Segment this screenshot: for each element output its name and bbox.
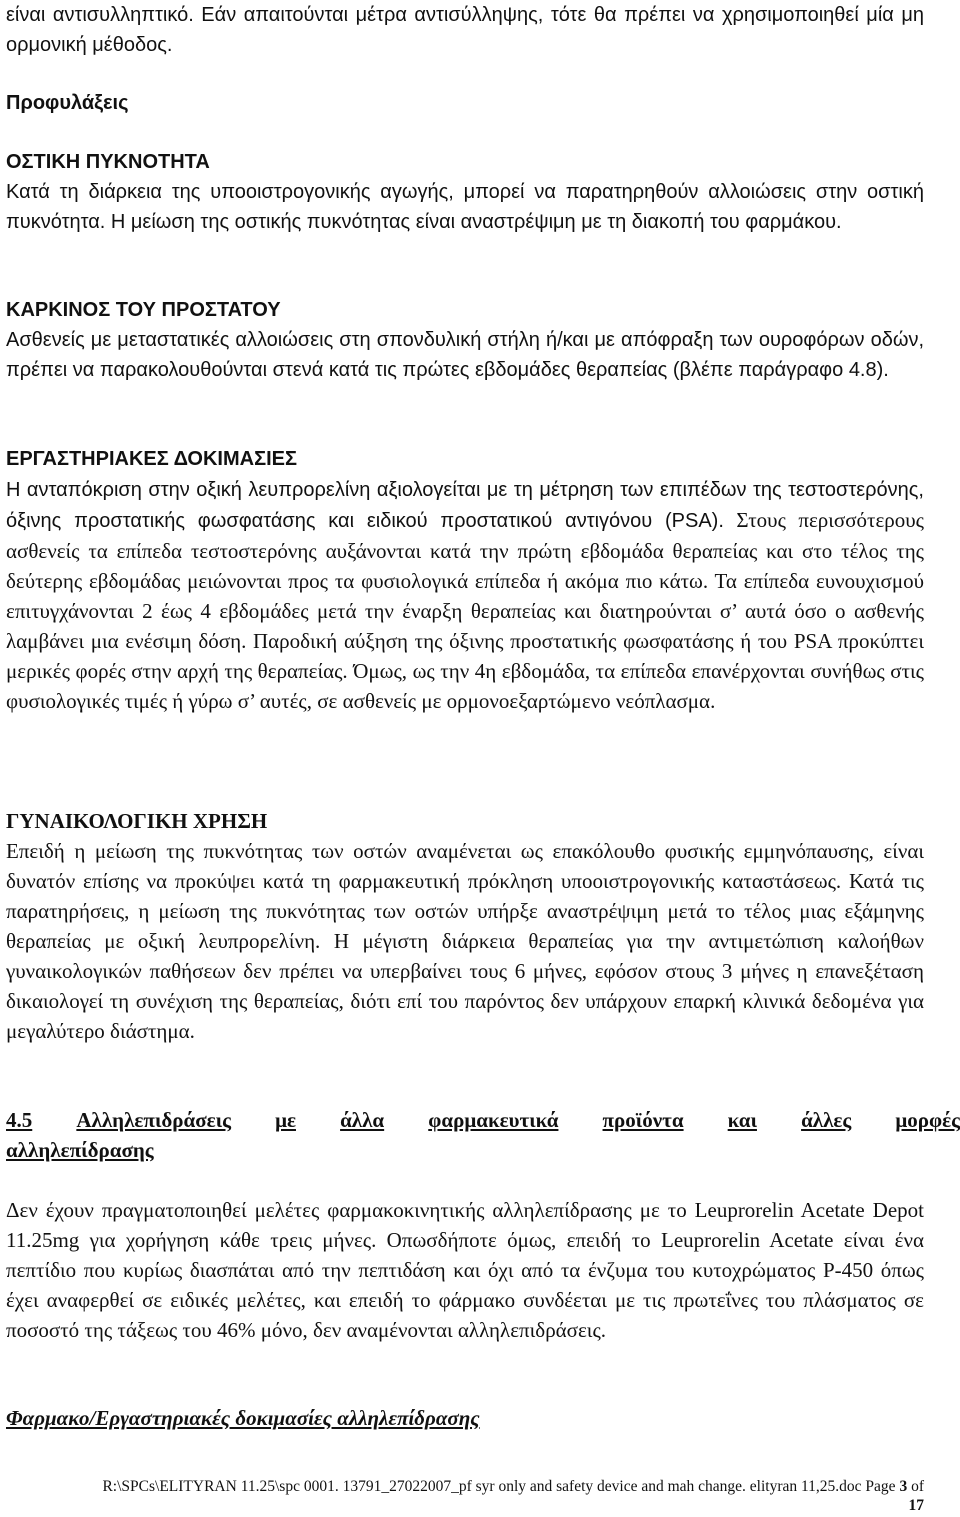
section-4-5-paragraph: Δεν έχουν πραγματοποιηθεί μελέτες φαρμακοκινητικής αλληλεπίδρασης με το Leuprorelin Acetate Depot 11.25mg για χορήγηση κάθε τρεις μήνες. Οπωσδήποτε όμως, επειδή το Leuprorelin Acetate είναι ένα πεπτίδιο που κυρίως διασπάται από την πεπτιδάση και όχι από τα ένζυμα του κυτοχρώματος P-450 όπως έχει αναφερθεί σε ειδικές μελέτες, και επειδή το φάρμακο συνδέεται με τις πρωτεΐνες του πλάσματος σε ποσοστό της τάξεως του 46% μόνο, δεν αναμένονται αλληλεπιδράσεις. bbox=[6, 1198, 924, 1342]
section-4-5-heading-line2 bbox=[6, 1135, 960, 1165]
section-4-5-heading bbox=[6, 1105, 960, 1165]
heading-word: άλλα bbox=[340, 1108, 385, 1132]
footer-of: of bbox=[911, 1478, 924, 1495]
heading-word: Αλληλεπιδράσεις bbox=[76, 1108, 231, 1132]
precautions-heading: Προφυλάξεις bbox=[6, 92, 129, 114]
gynecological-use-paragraph: Επειδή η μείωση της πυκνότητας των οστών αναμένεται ως επακόλουθο φυσικής εμμηνόπαυσης, είναι δυνατόν επίσης να προκύψει κατά τη φαρμακευτική πρόκληση υποοιστρογονικής καταστάσεως. Κατά τις παρατηρήσεις, η μείωση της πυκνότητας των οστών υπήρξε αναστρέψιμη μετά το τέλος μιας εξάμηνης θεραπείας με οξική λευπρορελίνη. Η μέγιστη διάρκεια θεραπείας για την αντιμετώπιση καλοήθων γυναικολογικών παθήσεων δεν πρέπει να υπερβαίνει τους 6 μήνες, εφόσον στους 3 μήνες η επανεξέταση δικαιολογεί τη συνέχιση της θεραπείας, διότι επί του παρόντος δεν υπάρχουν επαρκή κλινικά δεδομένα για μεγαλύτερο διάστημα. bbox=[6, 839, 924, 1043]
heading-word: 4.5 bbox=[6, 1108, 33, 1132]
heading-word: αλληλεπίδρασης bbox=[6, 1138, 154, 1162]
bone-density-heading: ΟΣΤΙΚΗ ΠΥΚΝΟΤΗΤΑ bbox=[6, 151, 210, 173]
prostate-cancer-paragraph: Ασθενείς με μεταστατικές αλλοιώσεις στη σπονδυλική στήλη ή/και με απόφραξη των ουροφόρων οδών, πρέπει να παρακολουθούνται στενά κατά τις πρώτες εβδομάδες θεραπείας (βλέπε παράγραφο 4.8). bbox=[6, 329, 924, 381]
footer-page-number: 3 bbox=[899, 1478, 908, 1495]
footer-total-pages: 17 bbox=[908, 1497, 924, 1514]
heading-word: φαρμακευτικά bbox=[428, 1108, 559, 1132]
lab-tests-paragraph bbox=[6, 474, 924, 716]
lab-tests-text-serif: Στους περισσότερους ασθενείς τα επίπεδα τεστοστερόνης αυξάνονται κατά την πρώτη εβδομάδα θεραπείας και στο τέλος της δεύτερης εβδομάδας μειώνονται προς τα φυσιολογικά επίπεδα ή ακόμα πιο κάτω. Τα επίπεδα ευνουχισμού επιτυγχάνονται 2 έως 4 εβδομάδες μετά την έναρξη θεραπείας και διατηρούνται σ’ αυτά όσο ο ασθενής λαμβάνει μια ενέσιμη δόση. Παροδική αύξηση της όξινης προστατικής φωσφατάσης ή του PSA προκύπτει μερικές φορές στην αρχή της θεραπείας. Όμως, ως την 4η εβδομάδα, τα επίπεδα επανέρχονται συνήθως στις φυσιολογικές τιμές ή γύρω σ’ αυτές, σε ασθενείς με ορμονοεξαρτώμενο νεόπλασμα. bbox=[6, 508, 925, 713]
heading-word: μορφές bbox=[895, 1108, 960, 1132]
drug-lab-interaction-heading: Φαρμακο/Εργαστηριακές δοκιμασίες αλληλεπίδρασης bbox=[6, 1406, 480, 1430]
gynecological-use-heading: ΓΥΝΑΙΚΟΛΟΓΙΚΗ ΧΡΗΣΗ bbox=[6, 809, 268, 833]
lab-tests-heading: ΕΡΓΑΣΤΗΡΙΑΚΕΣ ΔΟΚΙΜΑΣΙΕΣ bbox=[6, 448, 297, 470]
footer-path: R:\SPCs\ELITYRAN 11.25\spc 0001. 13791_27022007_pf syr only and safety device and mah change. elityran 11,25.doc Page bbox=[102, 1478, 896, 1495]
section-4-5-heading-line1 bbox=[6, 1105, 960, 1135]
heading-word: και bbox=[727, 1108, 757, 1132]
intro-paragraph: είναι αντισυλληπτικό. Εάν απαιτούνται μέτρα αντισύλληψης, τότε θα πρέπει να χρησιμοποιηθεί μία μη ορμονική μέθοδος. bbox=[6, 4, 924, 56]
prostate-cancer-heading: ΚΑΡΚΙΝΟΣ ΤΟΥ ΠΡΟΣΤΑΤΟΥ bbox=[6, 299, 281, 321]
heading-word: προϊόντα bbox=[602, 1108, 684, 1132]
heading-word: με bbox=[275, 1108, 296, 1132]
heading-word: άλλες bbox=[801, 1108, 852, 1132]
lab-tests-text-sans: Η ανταπόκριση στην οξική λευπρορελίνη αξιολογείται με τη μέτρηση των επιπέδων της τεστοστερόνης, όξινης προστατικής φωσφατάσης και ειδικού προστατικού αντιγόνου (PSA). bbox=[6, 479, 924, 532]
page-footer bbox=[18, 1477, 924, 1515]
bone-density-paragraph: Κατά τη διάρκεια της υποοιστρογονικής αγωγής, μπορεί να παρατηρηθούν αλλοιώσεις στην οστική πυκνότητα. Η μείωση της οστικής πυκνότητας είναι αναστρέψιμη με τη διακοπή του φαρμάκου. bbox=[6, 181, 924, 233]
